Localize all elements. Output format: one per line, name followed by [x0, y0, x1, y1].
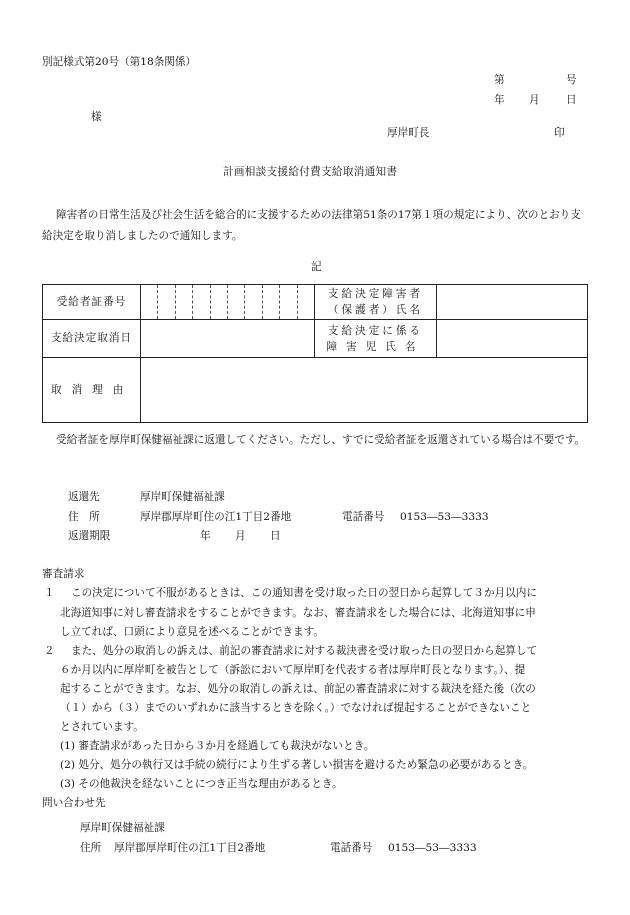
review-item2-line: （１）から（３）までのいずれかに該当するときを除く。）でなければ提起することができないこと	[60, 702, 532, 714]
date-year: 年	[494, 94, 505, 106]
review-item1-line: し立てれば、口頭により意見を述べることができます。	[60, 626, 324, 638]
form-id: 別記様式第20号（第18条関係）	[42, 56, 197, 68]
date-day: 日	[566, 94, 577, 106]
inquiry-addr-label: 住所	[80, 842, 102, 854]
review-subitem-1: (1) 審査請求があった日から３か月を経過しても裁決がないとき。	[60, 740, 375, 752]
inquiry-tel-value: 0153―53―3333	[388, 842, 477, 854]
return-deadline-label: 返還期限	[68, 530, 111, 542]
decision-person-label-line2: （保護者）氏名	[327, 304, 424, 316]
inquiry-dept: 厚岸町保健福祉課	[80, 822, 165, 834]
document-title: 計画相談支援給付費支給取消通知書	[223, 166, 398, 178]
reason-label: 取消理由	[43, 358, 141, 423]
return-dest-value: 厚岸町保健福祉課	[140, 491, 225, 503]
child-label-line1: 支給決定に係る	[327, 324, 424, 337]
return-deadline-month: 月	[235, 530, 246, 542]
review-heading: 審査請求	[42, 568, 85, 580]
child-label-line2: 障害児氏名	[326, 340, 425, 353]
number-prefix: 第	[494, 74, 505, 86]
return-deadline-day: 日	[270, 530, 281, 542]
return-note: 受給者証を厚岸町保健福祉課に返還してください。ただし、すでに受給者証を返還されている場合は不要です。	[56, 434, 586, 446]
review-item2-line: 起することができます。なお、処分の取消しの訴えは、前記の審査請求に対する裁決を経た後（次の	[60, 683, 536, 695]
review-item1-line: この決定について不服があるときは、この通知書を受け取った日の翌日から起算して３か月以内に	[71, 587, 537, 599]
return-tel-label: 電話番号	[342, 511, 385, 523]
return-addr-value: 厚岸郡厚岸町住の江1丁目2番地	[140, 511, 292, 523]
cancel-date-label: 支給決定取消日	[43, 320, 141, 358]
review-item1-number: １	[44, 587, 55, 599]
addressee-suffix: 様	[91, 111, 102, 123]
recipient-no-label: 受給者証番号	[43, 285, 141, 320]
review-subitem-3: (3) その他裁決を経ないことにつき正当な理由があるとき。	[60, 778, 343, 790]
ki-mark: 記	[311, 261, 322, 273]
inquiry-heading: 問い合わせ先	[42, 797, 106, 809]
child-label	[315, 320, 437, 358]
review-subitem-2: (2) 処分、処分の執行又は手続の続行により生ずる著しい損害を避けるため緊急の必要があるとき。	[60, 759, 534, 771]
review-item2-line: ６か月以内に厚岸町を被告として（訴訟において厚岸町を代表する者は厚岸町長となります。）、提	[60, 664, 526, 676]
reason-field[interactable]	[141, 358, 588, 423]
return-addr-label: 住 所	[68, 511, 100, 523]
child-name-field[interactable]	[437, 320, 588, 358]
inquiry-tel-label: 電話番号	[330, 842, 373, 854]
seal-mark: 印	[554, 127, 565, 139]
decision-person-name-field[interactable]	[437, 285, 588, 320]
decision-person-label	[315, 285, 437, 320]
notice-table	[42, 284, 588, 423]
number-suffix: 号	[566, 74, 577, 86]
review-item2-number: ２	[44, 645, 55, 657]
date-month: 月	[529, 94, 540, 106]
recipient-no-field[interactable]	[141, 285, 315, 320]
intro-paragraph: 障害者の日常生活及び社会生活を総合的に支援するための法律第51条の17第１項の規定により、次のとおり支給決定を取り消しましたので通知します。	[42, 209, 581, 242]
return-dest-label: 返還先	[68, 491, 100, 503]
return-tel-value: 0153―53―3333	[400, 511, 489, 523]
cancel-date-field[interactable]	[141, 320, 315, 358]
issuer: 厚岸町長	[387, 127, 430, 139]
return-deadline-year: 年	[200, 530, 211, 542]
inquiry-addr-value: 厚岸郡厚岸町住の江1丁目2番地	[114, 842, 266, 854]
review-item2-line: また、処分の取消しの訴えは、前記の審査請求に対する裁決書を受け取った日の翌日から起算して	[71, 645, 538, 657]
review-item1-line: 北海道知事に対し審査請求をすることができます。なお、審査請求をした場合には、北海道知事に申	[60, 607, 536, 619]
review-item2-line: とされています。	[60, 721, 144, 733]
decision-person-label-line1: 支給決定障害者	[327, 288, 424, 300]
